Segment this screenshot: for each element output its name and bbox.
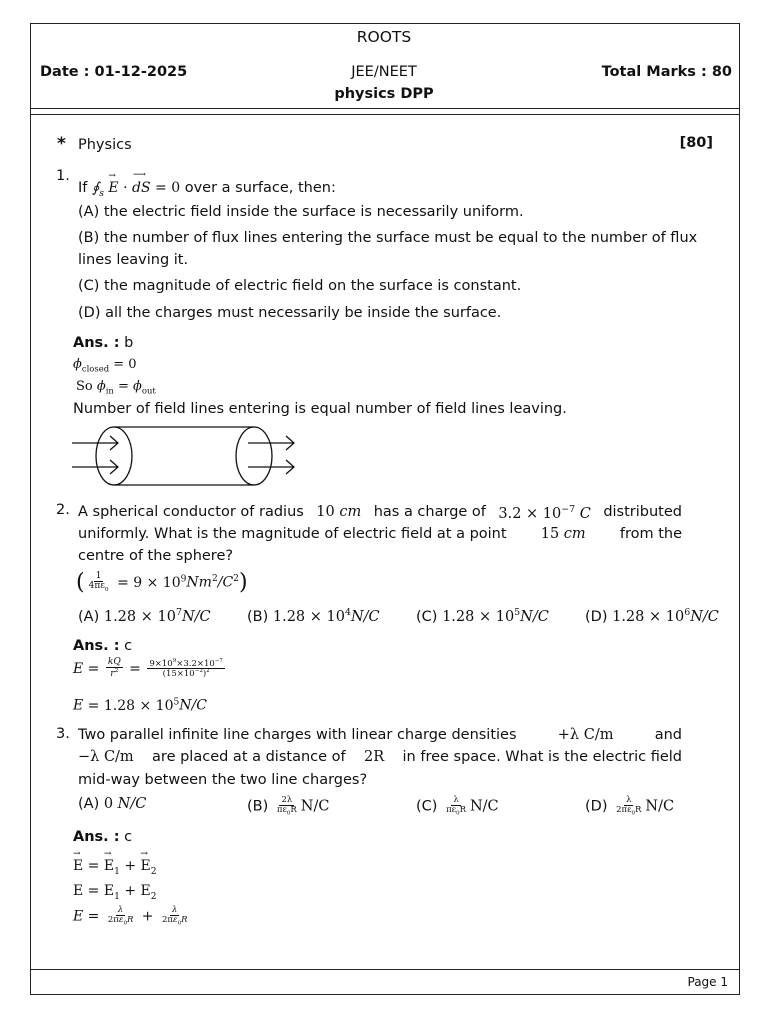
q3-line1 (78, 727, 682, 743)
q2-given-constant: ( $\frac{1}{4\pi\varepsilon_0}$ = $9 \times 10^9Nm^2/C^2$) (76, 570, 248, 595)
q1-cylinder-figure (70, 423, 302, 489)
q3-distance: 2R (364, 749, 385, 765)
q1-stem-prefix: If (78, 180, 88, 196)
q2-line2-a: uniformly. What is the magnitude of electric field at a point (78, 526, 507, 542)
q1-ans-label: Ans. : (73, 335, 120, 351)
q2-solution-eq2: $E = 1.28 \times 10^5N/C$ (73, 697, 207, 714)
q1-solution-text: Number of field lines entering is equal number of field lines leaving. (73, 401, 567, 417)
q1-answer (73, 335, 133, 351)
header-separator (31, 108, 739, 115)
q2-distance: 15 cm (540, 526, 586, 542)
page-number: Page 1 (687, 975, 728, 989)
q3-number: 3. (56, 726, 70, 742)
q1-number: 1. (56, 168, 70, 184)
q2-line2 (78, 526, 682, 542)
q1-solution-eq2: So $\phi_{in} = \phi_{out}$ (76, 379, 156, 396)
q3-line2-b: in free space. What is the electric field (402, 749, 682, 765)
cylinder-left-end (96, 427, 132, 485)
q2-line1 (78, 504, 682, 522)
q2-option-b: (B) $1.28 \times 10^4N/C$ (247, 607, 380, 625)
q3-option-b: (B) $\frac{2\lambda}{\pi\varepsilon_0R}$ N/C (247, 795, 330, 817)
q3-solution-vector-sum: E → = E → $_1$ + E → $_2$ (73, 849, 157, 877)
total-marks: Total Marks : 80 (601, 64, 732, 80)
cylinder-right-end (236, 427, 272, 485)
section-bullet: * (57, 134, 66, 154)
q1-ans-value: b (124, 335, 134, 351)
q1-option-c: (C) the magnitude of electric field on the surface is constant. (78, 278, 522, 294)
q2-line1-a: A spherical conductor of radius (78, 504, 304, 520)
section-marks: [80] (679, 135, 713, 151)
q3-option-a: (A) 0 N/C (78, 796, 147, 812)
q2-radius: 10 cm (316, 504, 362, 520)
q2-ans-value: c (124, 638, 133, 654)
section-name: Physics (78, 137, 132, 153)
q3-ans-value: c (124, 829, 133, 845)
q3-option-d: (D) $\frac{\lambda}{2\pi\varepsilon_0R}$ N/C (585, 795, 675, 817)
q2-charge: $3.2 \times 10^{-7}$ C (498, 504, 591, 522)
q1-stem-suffix: over a surface, then: (184, 180, 336, 196)
q2-answer (73, 638, 132, 654)
exam-label: JEE/NEET (351, 64, 417, 80)
q3-minus-lambda: −λ C/m (78, 749, 134, 765)
q2-line3: centre of the sphere? (78, 548, 234, 564)
q2-line1-c: distributed (603, 504, 682, 520)
q2-line1-b: has a charge of (373, 504, 486, 520)
q2-option-d: (D) $1.28 \times 10^6N/C$ (585, 607, 719, 625)
q1-solution-eq1: $\phi_{closed} = 0$ (73, 357, 137, 374)
q3-line2-a: are placed at a distance of (152, 749, 346, 765)
q3-line1-b: and (654, 727, 682, 743)
subject-label: physics DPP (334, 86, 434, 102)
q3-line1-a: Two parallel infinite line charges with linear charge densities (78, 727, 517, 743)
q2-option-a: (A) $1.28 \times 10^7N/C$ (78, 607, 211, 625)
q2-ans-label: Ans. : (73, 638, 120, 654)
q3-option-c: (C) $\frac{\lambda}{\pi\varepsilon_0R}$ N/C (416, 795, 499, 817)
q3-line3: mid-way between the two line charges? (78, 772, 368, 788)
q2-line2-b: from the (619, 526, 682, 542)
field-line-arrows-in (72, 436, 118, 474)
q3-solution-final: E = $\frac{\lambda}{2\pi\varepsilon_0R}$ + $\frac{\lambda}{2\pi\varepsilon_0R}$ (73, 905, 188, 927)
q2-number: 2. (56, 502, 70, 518)
q1-option-a: (A) the electric field inside the surface is necessarily uniform. (78, 204, 524, 220)
q1-gauss-integral: $∮_s$ E → · dS ⟶ = 0 (92, 170, 181, 199)
q1-option-d: (D) all the charges must necessarily be inside the surface. (78, 305, 502, 321)
q1-option-b: (B) the number of flux lines entering the surface must be equal to the number of flux (78, 230, 698, 246)
doc-title: ROOTS (356, 28, 412, 46)
q3-line2 (78, 749, 682, 765)
q3-solution-scalar-sum: $E = E_1 + E_2$ (73, 883, 157, 902)
q1-option-b-cont: lines leaving it. (78, 252, 189, 268)
q3-ans-label: Ans. : (73, 829, 120, 845)
date-label: Date : 01-12-2025 (40, 64, 188, 80)
q1-stem (78, 170, 336, 199)
q2-option-c: (C) $1.28 \times 10^5N/C$ (416, 607, 549, 625)
footer-separator (31, 969, 739, 970)
q3-answer (73, 829, 132, 845)
q2-solution-eq1: E = $\frac{kQ}{r^2}$ = $\frac{9\times 10^9\times 3.2\times 10^{-7}}{(15\times 10^{-2})^2}$ (73, 657, 223, 680)
q3-plus-lambda: +λ C/m (557, 727, 614, 743)
